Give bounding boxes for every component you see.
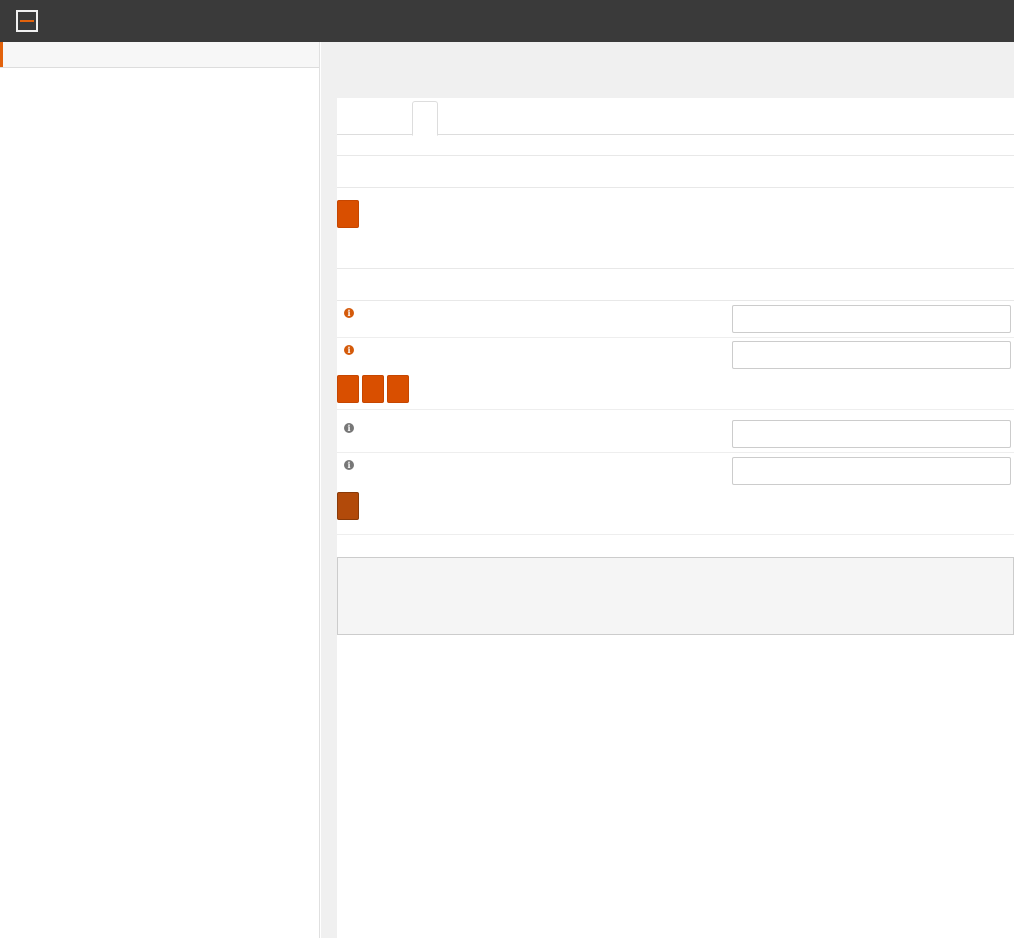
tab-kerberos-authentifizierung[interactable]: [412, 101, 438, 136]
username-label: [337, 416, 732, 433]
sidebar: [0, 42, 320, 938]
opnsense-logo[interactable]: [16, 8, 41, 34]
show-keytab-button[interactable]: [387, 375, 409, 403]
dienste-group: [0, 42, 319, 67]
spacer: [337, 135, 1014, 155]
username-row: [337, 416, 1014, 453]
admin-password-row: [337, 338, 1014, 374]
create-keytab-button[interactable]: [337, 375, 359, 403]
admin-password-label: [337, 338, 732, 355]
admin-login-row: [337, 301, 1014, 338]
tab-allgemein[interactable]: [337, 101, 361, 135]
info-icon[interactable]: i: [344, 460, 354, 470]
logo-mark-icon: [16, 10, 38, 32]
info-icon[interactable]: i: [344, 308, 354, 318]
test-kerberos-login-button[interactable]: [337, 492, 359, 520]
admin-login-input[interactable]: [732, 305, 1011, 333]
keytab-button-group: [337, 374, 1014, 410]
top-bar: [0, 0, 1014, 42]
password-row: [337, 453, 1014, 488]
refresh-button[interactable]: [337, 200, 359, 228]
tab-bar: [337, 98, 1014, 135]
delete-keytab-button[interactable]: [362, 375, 384, 403]
admin-login-label: [337, 301, 732, 318]
sidebar-bottom-nav: [0, 67, 319, 68]
sidebar-item-unbound-dns[interactable]: [3, 42, 319, 67]
username-input[interactable]: [732, 420, 1011, 448]
password-input[interactable]: [732, 457, 1011, 485]
info-icon[interactable]: i: [344, 345, 354, 355]
content-panel: [337, 98, 1014, 938]
keytab-section-header[interactable]: [337, 268, 1014, 301]
admin-password-input[interactable]: [732, 341, 1011, 369]
checklist-section-header[interactable]: [337, 155, 1014, 188]
main-area: [321, 42, 1014, 938]
output-textarea[interactable]: [337, 557, 1014, 635]
password-label: [337, 453, 732, 470]
info-icon[interactable]: i: [344, 423, 354, 433]
